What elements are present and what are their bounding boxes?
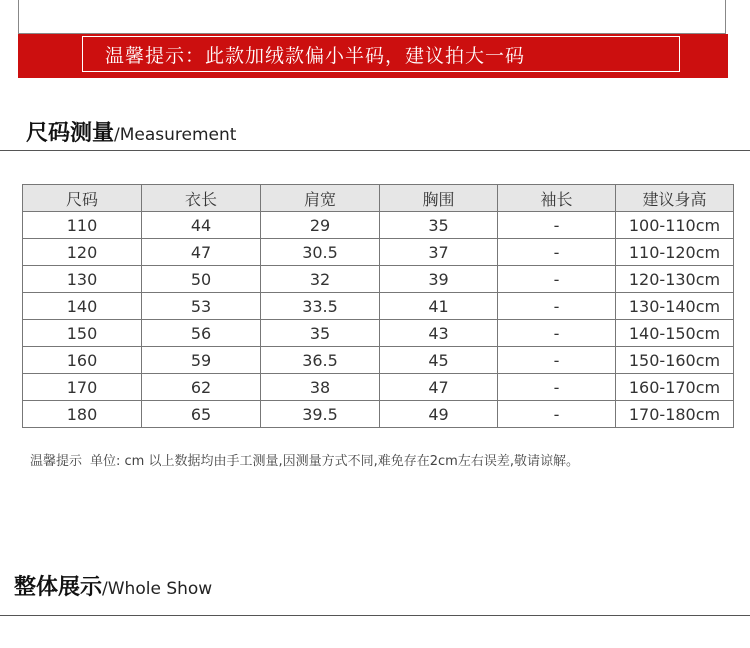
cell-shoulder: 29 bbox=[261, 212, 380, 239]
cell-length: 50 bbox=[142, 266, 261, 293]
table-row bbox=[23, 347, 734, 374]
cell-length: 47 bbox=[142, 239, 261, 266]
cell-height: 150-160cm bbox=[616, 347, 734, 374]
table-row bbox=[23, 212, 734, 239]
measurement-heading bbox=[26, 116, 236, 147]
cell-sleeve: - bbox=[498, 239, 616, 266]
cell-shoulder: 35 bbox=[261, 320, 380, 347]
table-header-row bbox=[23, 185, 734, 212]
cell-size: 170 bbox=[23, 374, 142, 401]
cell-chest: 41 bbox=[380, 293, 498, 320]
cell-sleeve: - bbox=[498, 374, 616, 401]
notice-text: 温馨提示：此款加绒款偏小半码，建议拍大一码 bbox=[82, 36, 680, 72]
table-row bbox=[23, 293, 734, 320]
cell-height: 140-150cm bbox=[616, 320, 734, 347]
cell-chest: 39 bbox=[380, 266, 498, 293]
measurement-footnote bbox=[30, 450, 579, 469]
cell-shoulder: 32 bbox=[261, 266, 380, 293]
cell-chest: 37 bbox=[380, 239, 498, 266]
cell-sleeve: - bbox=[498, 320, 616, 347]
cell-length: 59 bbox=[142, 347, 261, 374]
header-height: 建议身高 bbox=[616, 185, 734, 212]
measurement-divider bbox=[0, 150, 750, 151]
cell-sleeve: - bbox=[498, 347, 616, 374]
cell-length: 56 bbox=[142, 320, 261, 347]
top-frame bbox=[18, 0, 726, 34]
cell-length: 53 bbox=[142, 293, 261, 320]
cell-length: 44 bbox=[142, 212, 261, 239]
table-row bbox=[23, 374, 734, 401]
cell-shoulder: 38 bbox=[261, 374, 380, 401]
notice-banner bbox=[18, 34, 728, 78]
table-row bbox=[23, 266, 734, 293]
cell-height: 160-170cm bbox=[616, 374, 734, 401]
cell-height: 120-130cm bbox=[616, 266, 734, 293]
measurement-title-cn: 尺码测量 bbox=[26, 121, 115, 146]
cell-shoulder: 30.5 bbox=[261, 239, 380, 266]
cell-chest: 47 bbox=[380, 374, 498, 401]
cell-size: 160 bbox=[23, 347, 142, 374]
header-chest: 胸围 bbox=[380, 185, 498, 212]
cell-size: 110 bbox=[23, 212, 142, 239]
cell-length: 65 bbox=[142, 401, 261, 428]
whole-show-divider bbox=[0, 615, 750, 616]
whole-show-title-cn: 整体展示 bbox=[14, 575, 103, 600]
cell-height: 170-180cm bbox=[616, 401, 734, 428]
size-table bbox=[22, 184, 734, 428]
cell-chest: 35 bbox=[380, 212, 498, 239]
footnote-label: 温馨提示 bbox=[30, 454, 83, 469]
header-length: 衣长 bbox=[142, 185, 261, 212]
cell-size: 120 bbox=[23, 239, 142, 266]
cell-size: 130 bbox=[23, 266, 142, 293]
footnote-text: 单位: cm 以上数据均由手工测量,因测量方式不同,难免存在2cm左右误差,敬请谅解。 bbox=[90, 454, 579, 469]
cell-size: 150 bbox=[23, 320, 142, 347]
header-sleeve: 袖长 bbox=[498, 185, 616, 212]
cell-chest: 49 bbox=[380, 401, 498, 428]
cell-shoulder: 33.5 bbox=[261, 293, 380, 320]
whole-show-heading bbox=[14, 570, 212, 601]
cell-height: 100-110cm bbox=[616, 212, 734, 239]
cell-length: 62 bbox=[142, 374, 261, 401]
cell-height: 130-140cm bbox=[616, 293, 734, 320]
table-row bbox=[23, 239, 734, 266]
cell-sleeve: - bbox=[498, 293, 616, 320]
cell-chest: 43 bbox=[380, 320, 498, 347]
cell-shoulder: 36.5 bbox=[261, 347, 380, 374]
cell-chest: 45 bbox=[380, 347, 498, 374]
cell-sleeve: - bbox=[498, 401, 616, 428]
header-size: 尺码 bbox=[23, 185, 142, 212]
cell-size: 180 bbox=[23, 401, 142, 428]
whole-show-title-en: /Whole Show bbox=[102, 579, 213, 599]
cell-sleeve: - bbox=[498, 266, 616, 293]
header-shoulder: 肩宽 bbox=[261, 185, 380, 212]
cell-shoulder: 39.5 bbox=[261, 401, 380, 428]
cell-height: 110-120cm bbox=[616, 239, 734, 266]
cell-sleeve: - bbox=[498, 212, 616, 239]
table-row bbox=[23, 401, 734, 428]
cell-size: 140 bbox=[23, 293, 142, 320]
table-row bbox=[23, 320, 734, 347]
measurement-title-en: /Measurement bbox=[114, 125, 237, 145]
